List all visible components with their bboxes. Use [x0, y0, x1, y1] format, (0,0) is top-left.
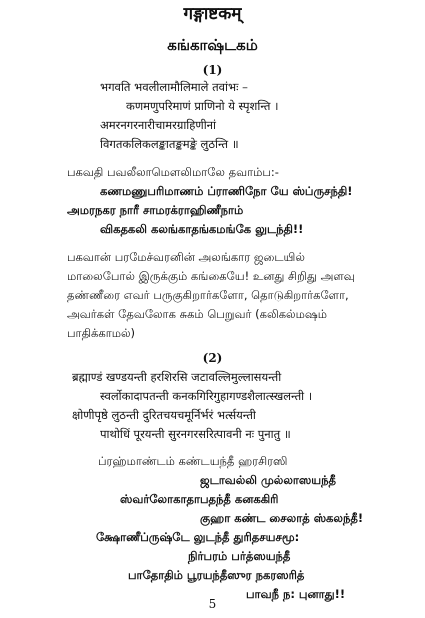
verse-1-tamil-line: கணமணுபரிமாணம் ப்ராணிநோ யே ஸ்ப்ருசந்தி!	[100, 184, 353, 198]
verse-1-meaning-line: பாதிக்காமல்)	[67, 326, 135, 340]
verse-1-tamil-line: அமரநகர நாரீ சாமரக்ராஹிணீநாம்	[67, 203, 244, 217]
verse-1-number: (1)	[202, 63, 223, 77]
title-tamil: கங்காஷ்டகம்	[167, 36, 258, 54]
verse-2-number: (2)	[202, 351, 223, 365]
page-number: 5	[208, 597, 217, 611]
verse-2-sanskrit-line: क्षोणीपृष्ठे लुठन्ती दुरितचयचमूर्निर्भरं भर्त्सयन्ती	[72, 408, 256, 422]
verse-1-tamil-line: விகதகலி கலங்காதங்கமங்கே லுடந்தி!!	[100, 222, 304, 236]
verse-1-meaning-line: தண்ணீரை எவர் பருகுகிறார்களோ, தொடுகிறார்களோ,	[67, 288, 349, 302]
verse-2-tamil-line: ஸ்வர்லோகாதாபதந்தீ கனககிரி	[120, 492, 279, 506]
verse-1-sanskrit-line: अमरनगरनारीचामरग्राहिणीनां	[100, 118, 217, 132]
verse-2-sanskrit-line: पाथोधिं पूरयन्ती सुरनगरसरित्पावनी नः पुनातु ॥	[100, 427, 291, 441]
verse-2-tamil-line: ப்ரஹ்மாண்டம் கண்டயந்தீ ஹரசிரஸி	[98, 454, 288, 468]
verse-1-meaning-line: பகவான் பரமேச்வரனின் அலங்கார ஜடையில்	[67, 250, 305, 264]
verse-2-tamil-line: க்ஷோணீப்ருஷ்டே லுடந்தீ துரிதசயசமூ:	[96, 530, 300, 544]
verse-2-sanskrit-line: स्वर्लोकादापतन्ती कनकगिरिगुहागण्डशैलात्स्खलन्ती ।	[100, 389, 313, 403]
verse-1-meaning-line: மாலைபோல் இருக்கும் கங்கையே! உனது சிறிது அளவு	[67, 269, 355, 283]
verse-1-tamil-line: பகவதி பவலீலாமௌலிமாலே தவாம்ப:-	[67, 165, 279, 179]
verse-2-tamil-line: ஜடாவல்லி முல்லாஸயந்தீ	[200, 473, 336, 487]
verse-2-tamil-line: பாவநீ ந: புனாது!!	[246, 587, 346, 601]
verse-1-sanskrit-line: भगवति भवलीलामौलिमाले तवांभः –	[100, 80, 248, 94]
verse-1-meaning-line: அவர்கள் தேவலோக சுகம் பெறுவர் (கலிகல்மஷம்	[67, 307, 327, 321]
verse-2-sanskrit-line: ब्रह्माण्डं खण्डयन्ती हरशिरसि जटावल्लिमुल्लासयन्ती	[72, 370, 282, 384]
title-sanskrit: गङ्गाष्टकम्	[183, 4, 242, 24]
verse-1-sanskrit-line: कणमणुपरिमाणं प्राणिनो ये स्पृशन्ति ।	[126, 99, 279, 113]
verse-2-tamil-line: நிர்பரம் பர்த்ஸயந்தீ	[188, 549, 291, 563]
verse-2-tamil-line: பாதோதிம் பூரயந்தீஸுர நகரஸரித்	[128, 568, 305, 582]
verse-1-sanskrit-line: विगतकलिकलङ्कातङ्कमङ्के लुठन्ति ॥	[100, 137, 239, 151]
verse-2-tamil-line: குஹா கண்ட சைலாத் ஸ்கலந்தீ!	[200, 511, 364, 525]
